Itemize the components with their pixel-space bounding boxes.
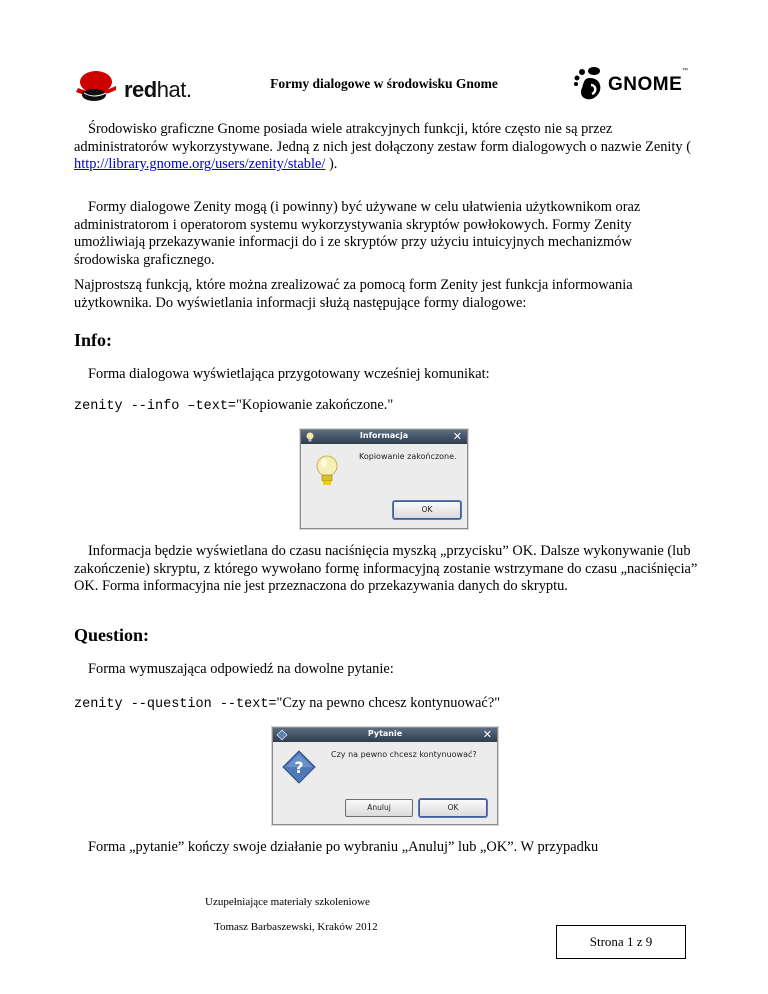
question-explanation-paragraph: Forma „pytanie” kończy swoje działanie po wybraniu „Anuluj” lub „OK”. W przypadku xyxy=(88,839,599,855)
gnome-trademark: ™ xyxy=(682,68,688,74)
lightbulb-icon xyxy=(315,454,339,488)
cancel-button[interactable]: Anuluj xyxy=(345,799,413,817)
question-dialog-message: Czy na pewno chcesz kontynuować? xyxy=(331,750,477,759)
question-dialog-title: Pytanie xyxy=(367,729,403,738)
zenity-docs-link[interactable]: http://library.gnome.org/users/zenity/stable/ xyxy=(74,156,326,172)
gnome-foot-icon xyxy=(572,66,606,102)
info-dialog-titlebar[interactable] xyxy=(301,430,467,444)
svg-text:?: ? xyxy=(294,758,304,777)
footer-author: Tomasz Barbaszewski, Kraków 2012 xyxy=(214,921,378,933)
intro-paragraph: Środowisko graficzne Gnome posiada wiele atrakcyjnych funkcji, które często nie są przez administratorów wykorzystywane. Jedną z nich jest dołączony zestaw form dialogowych o nazwie Zenity ( http://library.gnome.org/users/zenity/stable/ ). xyxy=(74,121,692,172)
info-dialog-title: Informacja xyxy=(359,431,409,440)
gnome-logo xyxy=(572,66,702,104)
question-command: zenity --question --text="Czy na pewno chcesz kontynuować?" xyxy=(74,695,501,712)
gnome-wordmark: GNOME xyxy=(608,74,683,95)
info-explanation-paragraph: Informacja będzie wyświetlana do czasu naciśnięcia myszką „przycisku” OK. Dalsze wykonywanie (lub zakończenie) skryptu, z którego wywołano formę informacyjną zostanie wstrzymane do czasu „naciśnięcia” OK. Forma informacyjna nie jest przeznaczona do przekazywania danych do skryptu. xyxy=(74,543,698,594)
zenity-purpose-paragraph: Formy dialogowe Zenity mogą (i powinny) być używane w celu ułatwienia użytkownikom oraz administratorom i operatorom systemu wykorzystywania skryptów powłokowych. Formy Zenity umożliwiają przekazywanie informacji do i ze skryptów przy użyciu intuicyjnych mechanizmów środowiska graficznego. xyxy=(74,199,641,268)
question-heading: Question: xyxy=(74,625,150,645)
close-icon[interactable]: ✕ xyxy=(452,430,462,443)
page-number: Strona 1 z 9 xyxy=(556,925,686,959)
question-dialog-titlebar[interactable] xyxy=(273,728,497,742)
question-dialog-window xyxy=(272,727,498,825)
footer-materials: Uzupełniające materiały szkoleniowe xyxy=(205,896,370,908)
ok-button[interactable]: OK xyxy=(393,501,461,519)
info-function-paragraph: Najprostszą funkcją, które można zrealizować za pomocą form Zenity jest funkcja informowania użytkownika. Do wyświetlania informacji służą następujące formy dialogowe: xyxy=(74,277,633,311)
page-header-title: Formy dialogowe w środowisku Gnome xyxy=(270,76,498,91)
info-heading: Info: xyxy=(74,330,113,350)
info-command: zenity --info –text="Kopiowanie zakończone." xyxy=(74,397,394,414)
close-icon[interactable]: ✕ xyxy=(482,728,492,741)
question-description: Forma wymuszająca odpowiedź na dowolne pytanie: xyxy=(88,661,394,677)
question-diamond-icon xyxy=(282,750,316,784)
info-dialog-message: Kopiowanie zakończone. xyxy=(359,452,457,461)
redhat-wordmark: redhat. xyxy=(124,77,192,102)
ok-button[interactable]: OK xyxy=(419,799,487,817)
info-description: Forma dialogowa wyświetlająca przygotowany wcześniej komunikat: xyxy=(88,366,490,382)
info-dialog-window xyxy=(300,429,468,529)
